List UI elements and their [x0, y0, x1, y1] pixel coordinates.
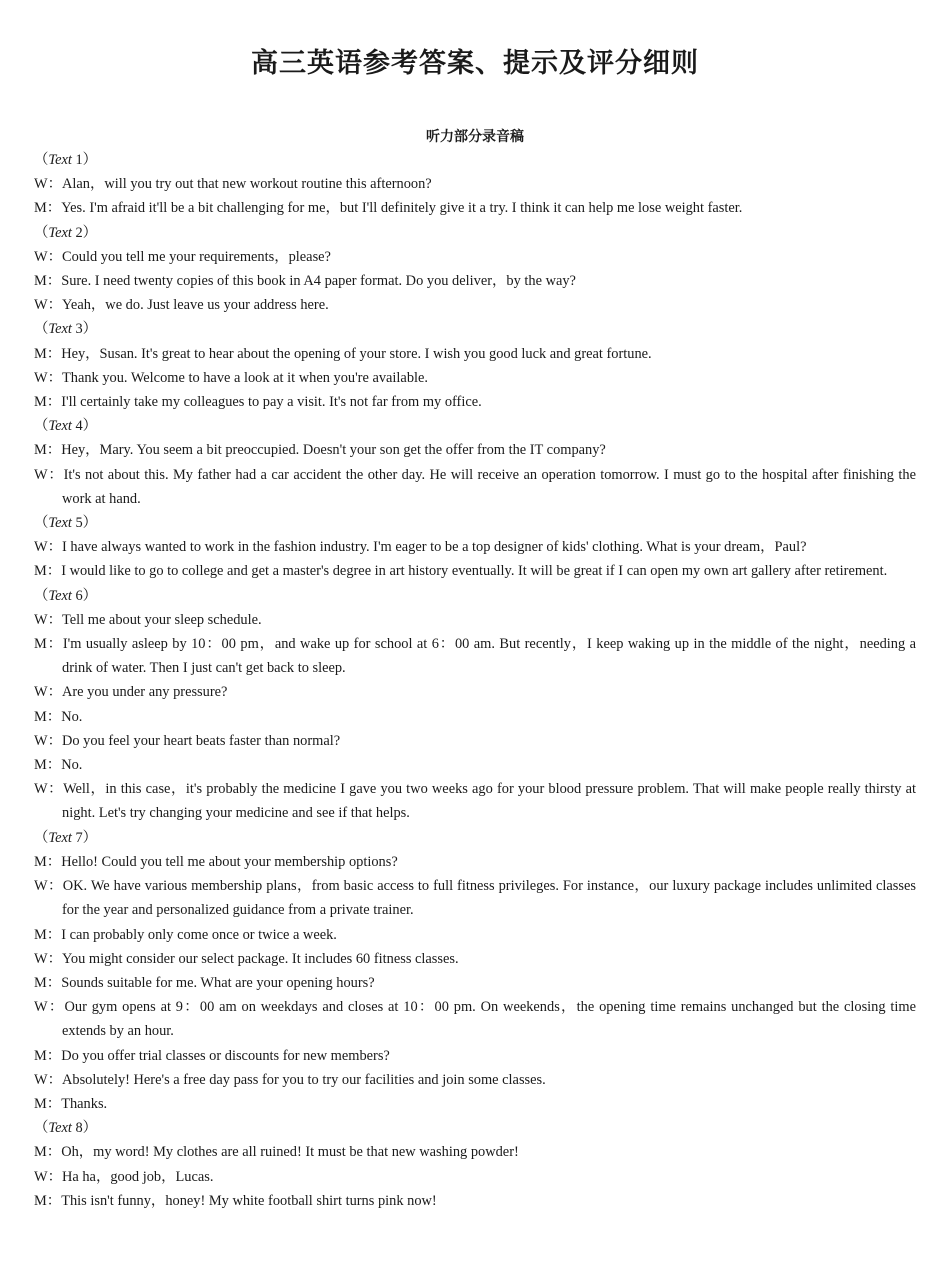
text-section-header: [34, 317, 916, 341]
dialogue-line: [34, 705, 916, 729]
dialogue-line: [34, 1044, 916, 1068]
speaker-label: M：: [34, 563, 62, 580]
header-open-paren: （: [34, 829, 49, 846]
text-section-header: [34, 414, 916, 438]
dialogue-line: [34, 850, 916, 874]
speaker-label: M：: [34, 273, 62, 290]
dialogue-text: Alan，will you try out that new workout routine this afternoon?: [61, 176, 432, 193]
header-open-paren: （: [34, 152, 49, 168]
speaker-label: M：: [34, 394, 62, 411]
header-number: 1）: [71, 152, 98, 168]
speaker-label: M：: [34, 1144, 62, 1161]
dialogue-text: I'll certainly take my colleagues to pay a visit. It's not far from my office.: [61, 394, 482, 411]
header-label: Text: [48, 515, 72, 532]
speaker-label: M：: [34, 1192, 62, 1209]
dialogue-text: Thank you. Welcome to have a look at it when you're available.: [61, 369, 428, 386]
dialogue-text: Do you feel your heart beats faster than normal?: [61, 732, 341, 749]
section-subtitle: 听力部分录音稿: [426, 129, 524, 145]
speaker-label: M：: [34, 636, 63, 653]
dialogue-text: Ha ha，good job，Lucas.: [61, 1168, 214, 1185]
dialogue-line: [34, 390, 916, 414]
dialogue-text: I can probably only come once or twice a week.: [61, 926, 337, 943]
speaker-label: W：: [34, 466, 64, 483]
dialogue-text: Thanks.: [61, 1095, 108, 1112]
header-open-paren: （: [34, 1120, 49, 1137]
speaker-label: W：: [34, 1168, 62, 1185]
dialogue-line: [34, 559, 916, 583]
dialogue-text: Absolutely! Here's a free day pass for you to try our facilities and join some classes.: [61, 1071, 546, 1088]
dialogue-line: [34, 995, 916, 1043]
speaker-label: M：: [34, 1047, 62, 1064]
dialogue-line: [34, 874, 916, 922]
dialogue-line: [34, 753, 916, 777]
dialogue-text: Hey，Mary. You seem a bit preoccupied. Doesn't your son get the offer from the IT company?: [61, 442, 606, 459]
dialogue-line: [34, 777, 916, 825]
dialogue-text: Hello! Could you tell me about your membership options?: [61, 853, 398, 870]
header-label: Text: [48, 152, 72, 168]
dialogue-text: OK. We have various membership plans，from basic access to full fitness privileges. For instance，our luxury package includes unlimited classes for the year and personalized guidance from a private trainer.: [62, 878, 916, 919]
text-section-header: [34, 826, 916, 850]
dialogue-text: No.: [61, 708, 83, 725]
speaker-label: M：: [34, 974, 62, 991]
dialogue-text: I have always wanted to work in the fashion industry. I'm eager to be a top designer of kids' clothing. What is your dream，Paul?: [61, 539, 807, 556]
dialogue-text: Tell me about your sleep schedule.: [61, 611, 262, 628]
speaker-label: W：: [34, 297, 62, 314]
speaker-label: W：: [34, 684, 62, 701]
speaker-label: M：: [34, 757, 62, 774]
dialogue-text: Well，in this case，it's probably the medicine I gave you two weeks ago for your blood pressure problem. That will make people really thirsty at night. Let's try changing your medicine and see if that helps.: [62, 781, 916, 822]
dialogue-line: [34, 535, 916, 559]
text-section-header: [34, 1116, 916, 1140]
header-open-paren: （: [34, 418, 49, 435]
text-section-header: [34, 511, 916, 535]
dialogue-line: [34, 366, 916, 390]
speaker-label: W：: [34, 1071, 62, 1088]
dialogue-text: Could you tell me your requirements，please?: [61, 248, 331, 265]
dialogue-line: [34, 608, 916, 632]
speaker-label: W：: [34, 732, 62, 749]
dialogue-text: It's not about this. My father had a car accident the other day. He will receive an operation tomorrow. I must go to the hospital after finishing the work at hand.: [62, 466, 916, 507]
speaker-label: W：: [34, 611, 62, 628]
dialogue-line: [34, 293, 916, 317]
header-label: Text: [48, 321, 72, 338]
speaker-label: M：: [34, 345, 62, 362]
header-number: 5）: [71, 515, 98, 532]
speaker-label: W：: [34, 176, 62, 193]
dialogue-line: [34, 342, 916, 366]
speaker-label: M：: [34, 708, 62, 725]
dialogue-text: Oh，my word! My clothes are all ruined! It must be that new washing powder!: [61, 1144, 519, 1161]
header-label: Text: [48, 829, 72, 846]
dialogue-text: This isn't funny，honey! My white football shirt turns pink now!: [61, 1192, 437, 1209]
dialogue-line: [34, 463, 916, 511]
dialogue-text: Sure. I need twenty copies of this book in A4 paper format. Do you deliver，by the way?: [61, 273, 576, 290]
header-open-paren: （: [34, 515, 49, 532]
speaker-label: W：: [34, 369, 62, 386]
speaker-label: W：: [34, 999, 65, 1016]
dialogue-line: [34, 1068, 916, 1092]
header-number: 4）: [71, 418, 98, 435]
dialogue-line: [34, 1092, 916, 1116]
dialogue-line: [34, 632, 916, 680]
text-section-header: [34, 221, 916, 245]
dialogue-line: [34, 1140, 916, 1164]
header-open-paren: （: [34, 224, 49, 241]
text-section-header: [34, 148, 916, 172]
speaker-label: M：: [34, 853, 62, 870]
dialogue-line: [34, 438, 916, 462]
header-label: Text: [48, 224, 72, 241]
dialogue-text: Sounds suitable for me. What are your opening hours?: [61, 974, 375, 991]
dialogue-text: No.: [61, 757, 83, 774]
dialogue-text: Are you under any pressure?: [61, 684, 228, 701]
dialogue-line: [34, 729, 916, 753]
dialogue-line: [34, 269, 916, 293]
dialogue-text: You might consider our select package. It includes 60 fitness classes.: [61, 950, 459, 967]
dialogue-text: I would like to go to college and get a master's degree in art history eventually. It will be great if I can open my own art gallery after retirement.: [61, 563, 888, 580]
dialogue-text: Our gym opens at 9：00 am on weekdays and closes at 10：00 pm. On weekends，the opening time remains unchanged but the closing time extends by an hour.: [62, 999, 916, 1040]
speaker-label: M：: [34, 1095, 62, 1112]
dialogue-text: Yes. I'm afraid it'll be a bit challenging for me，but I'll definitely give it a try. I think it can help me lose weight faster.: [61, 200, 743, 217]
dialogue-text: Hey，Susan. It's great to hear about the opening of your store. I wish you good luck and great fortune.: [61, 345, 652, 362]
dialogue-line: [34, 947, 916, 971]
transcript: [34, 148, 916, 1213]
speaker-label: W：: [34, 539, 62, 556]
dialogue-line: [34, 1165, 916, 1189]
header-number: 2）: [71, 224, 98, 241]
dialogue-line: [34, 196, 916, 220]
header-number: 3）: [71, 321, 98, 338]
header-open-paren: （: [34, 587, 49, 604]
header-label: Text: [48, 587, 72, 604]
dialogue-line: [34, 971, 916, 995]
header-label: Text: [48, 1120, 72, 1137]
header-number: 8）: [71, 1120, 98, 1137]
page-title: 高三英语参考答案、提示及评分细则: [251, 48, 699, 79]
dialogue-line: [34, 1189, 916, 1213]
speaker-label: W：: [34, 248, 62, 265]
speaker-label: M：: [34, 926, 62, 943]
dialogue-line: [34, 245, 916, 269]
speaker-label: W：: [34, 781, 64, 798]
speaker-label: M：: [34, 442, 62, 459]
header-number: 6）: [71, 587, 98, 604]
text-section-header: [34, 584, 916, 608]
dialogue-line: [34, 923, 916, 947]
dialogue-line: [34, 680, 916, 704]
header-number: 7）: [71, 829, 98, 846]
dialogue-text: I'm usually asleep by 10：00 pm，and wake up for school at 6：00 am. But recently，I keep waking up in the middle of the night，needing a drink of water. Then I just can't get back to sleep.: [62, 636, 916, 677]
speaker-label: W：: [34, 950, 62, 967]
header-label: Text: [48, 418, 72, 435]
dialogue-line: [34, 172, 916, 196]
header-open-paren: （: [34, 321, 49, 338]
dialogue-text: Do you offer trial classes or discounts for new members?: [61, 1047, 390, 1064]
speaker-label: M：: [34, 200, 62, 217]
speaker-label: W：: [34, 878, 63, 895]
dialogue-text: Yeah，we do. Just leave us your address here.: [61, 297, 329, 314]
